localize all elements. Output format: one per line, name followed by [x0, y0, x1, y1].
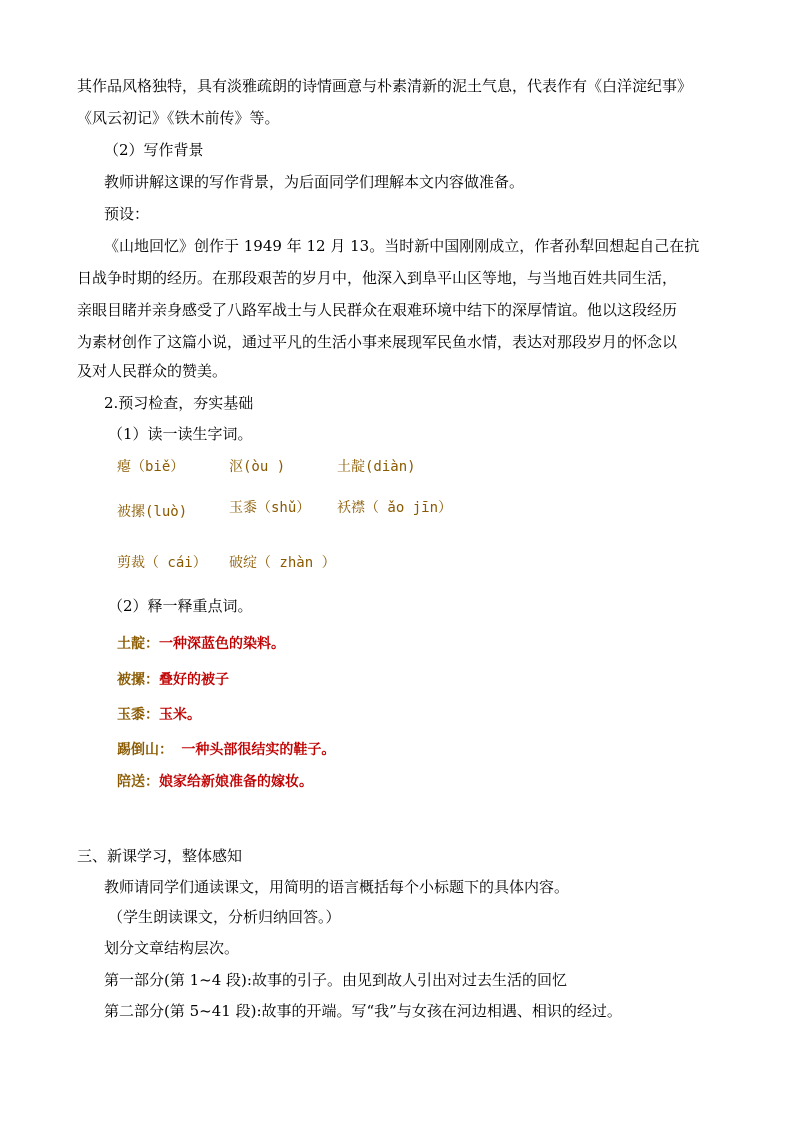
subheading-writing-background: （2）写作背景: [104, 141, 204, 159]
definition-term: 陪送：: [117, 774, 159, 790]
paragraph-line: 教师请同学们通读课文，用简明的语言概括每个小标题下的具体内容。: [104, 878, 570, 896]
paragraph-line: 《风云初记》《铁木前传》等。: [77, 109, 280, 127]
definition-term: 被摞：: [117, 672, 159, 688]
paragraph-line: 其作品风格独特，具有淡雅疏朗的诗情画意与朴素清新的泥土气息，代表作有《白洋淀纪事》: [77, 77, 693, 95]
vocab-item: 袄襟（ ǎo jīn）: [337, 500, 453, 516]
vocab-item: 土靛(diàn): [337, 459, 416, 475]
section-heading-preview: 2.预习检查，夯实基础: [104, 394, 254, 412]
vocab-item: 瘪（biě）: [117, 459, 185, 475]
subheading-key-words: （2）释一释重点词。: [108, 597, 253, 615]
definition-row: [117, 705, 201, 725]
definition-row: [117, 740, 335, 760]
paragraph-line: 亲眼目睹并亲身感受了八路军战士与人民群众在艰难环境中结下的深厚情谊。他以这段经历: [77, 301, 678, 319]
definition-meaning: 一种头部很结实的鞋子。: [173, 742, 336, 758]
vocab-item: 沤(òu ): [229, 459, 286, 475]
vocab-item: 破绽（ zhàn ）: [229, 555, 336, 571]
definition-meaning: 叠好的被子: [159, 672, 229, 688]
paragraph-line: 教师讲解这课的写作背景，为后面同学们理解本文内容做准备。: [104, 173, 525, 191]
definition-meaning: 玉米。: [159, 707, 201, 723]
paragraph-line: 第一部分(第 1~4 段):故事的引子。由见到故人引出对过去生活的回忆: [104, 971, 567, 989]
subheading-read-words: （1）读一读生字词。: [108, 425, 253, 443]
definition-term: 踢倒山：: [117, 742, 173, 758]
definition-meaning: 一种深蓝色的染料。: [159, 636, 285, 652]
paragraph-line: 《山地回忆》创作于 1949 年 12 月 13。当时新中国刚刚成立，作者孙犁回想起自己在抗: [104, 237, 700, 255]
vocab-item: 玉黍（shǔ）: [229, 500, 311, 516]
section-heading-new-lesson: 三、新课学习，整体感知: [77, 847, 243, 865]
definition-row: [117, 670, 229, 690]
paragraph-line: 为素材创作了这篇小说，通过平凡的生活小事来展现军民鱼水情，表达对那段岁月的怀念以: [77, 333, 678, 351]
paragraph-line: 及对人民群众的赞美。: [77, 362, 228, 380]
definition-term: 玉黍：: [117, 707, 159, 723]
paragraph-line: 预设：: [104, 205, 150, 223]
definition-meaning: 娘家给新娘准备的嫁妆。: [159, 774, 313, 790]
paragraph-line: 日战争时期的经历。在那段艰苦的岁月中，他深入到阜平山区等地，与当地百姓共同生活，: [77, 269, 678, 287]
paragraph-line: 第二部分(第 5~41 段):故事的开端。写“我”与女孩在河边相遇、相识的经过。: [104, 1002, 622, 1020]
vocab-item: 剪裁（ cái）: [117, 555, 207, 571]
paragraph-line: （学生朗读课文，分析归纳回答。）: [108, 908, 341, 926]
paragraph-line: 划分文章结构层次。: [104, 939, 240, 957]
definition-term: 土靛：: [117, 636, 159, 652]
vocab-item: 被摞(luò): [117, 504, 188, 520]
definition-row: [117, 772, 313, 792]
definition-row: [117, 634, 285, 654]
